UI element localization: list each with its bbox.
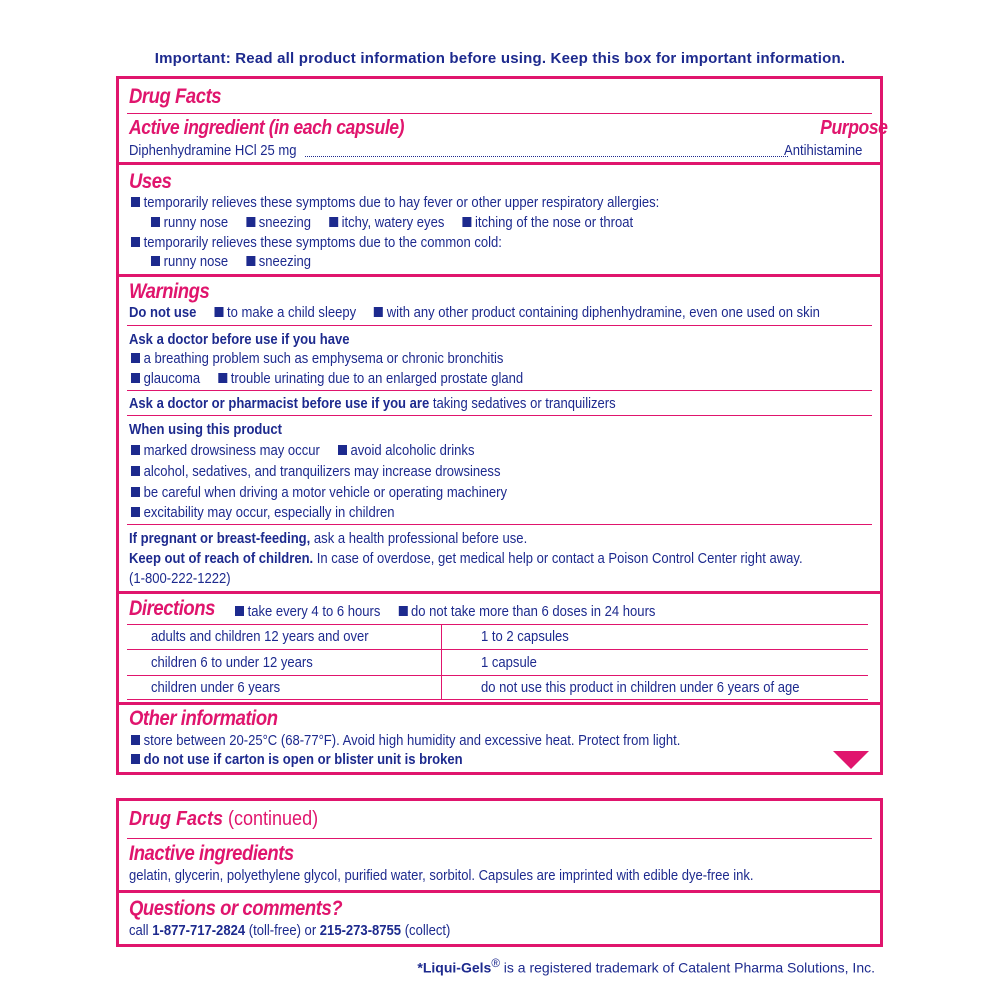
table-row: adults and children 12 years and over <box>151 629 369 645</box>
inactive-ingredients-text: gelatin, glycerin, polyethylene glycol, purified water, sorbitol. Capsules are imprinted with edible dye-free ink. <box>129 868 754 884</box>
directions-heading: Directions <box>129 597 215 620</box>
when-using-line-4: excitability may occur, especially in children <box>131 504 395 522</box>
uses-line-3: temporarily relieves these symptoms due to the common cold: <box>131 234 502 252</box>
other-info-line-1: store between 20-25°C (68-77°F). Avoid high humidity and excessive heat. Protect from light. <box>131 732 680 750</box>
drug-facts-title: Drug Facts <box>129 85 222 108</box>
table-row: do not use this product in children under 6 years of age <box>481 680 800 696</box>
directions-line: take every 4 to 6 hours do not take more than 6 doses in 24 hours <box>235 603 655 621</box>
ask-pharmacist-line: Ask a doctor or pharmacist before use if you are taking sedatives or tranquilizers <box>129 396 616 412</box>
purpose-heading: Purpose <box>820 117 888 139</box>
uses-line-4: runny nose sneezing <box>151 253 311 271</box>
drug-facts-panel <box>116 76 888 775</box>
other-information-heading: Other information <box>129 707 278 730</box>
continued-title: Drug Facts (continued) <box>129 808 319 830</box>
table-row: 1 to 2 capsules <box>481 629 569 645</box>
warnings-heading: Warnings <box>129 280 210 303</box>
continue-arrow-icon <box>833 751 869 769</box>
do-not-use-line: Do not use to make a child sleepy with any other product containing diphenhydramine, even one used on skin <box>129 305 820 321</box>
important-notice: Important: Read all product information before using. Keep this box for important information. <box>154 50 846 67</box>
questions-heading: Questions or comments? <box>129 897 343 920</box>
when-using-line-1: marked drowsiness may occur avoid alcoholic drinks <box>131 442 474 460</box>
when-using-line-3: be careful when driving a motor vehicle or operating machinery <box>131 484 507 502</box>
ask-doctor-line-1: a breathing problem such as emphysema or chronic bronchitis <box>131 350 503 368</box>
active-ingredient-heading: Active ingredient (in each capsule) <box>129 117 405 139</box>
when-using-line-2: alcohol, sedatives, and tranquilizers may increase drowsiness <box>131 463 500 481</box>
table-row: 1 capsule <box>481 655 537 671</box>
ingredient-name: Diphenhydramine HCl 25 mg <box>129 143 297 159</box>
leader-dots <box>305 143 788 157</box>
pregnant-line: If pregnant or breast-feeding, ask a health professional before use. <box>129 531 528 547</box>
table-row: children 6 to under 12 years <box>151 655 313 671</box>
uses-line-2: runny nose sneezing itchy, watery eyes itching of the nose or throat <box>151 214 633 232</box>
uses-line-1: temporarily relieves these symptoms due to hay fever or other upper respiratory allergies: <box>131 194 659 212</box>
questions-line: call 1-877-717-2824 (toll-free) or 215-273-8755 (collect) <box>129 923 451 939</box>
when-using-heading: When using this product <box>129 422 282 438</box>
ask-doctor-heading: Ask a doctor before use if you have <box>129 332 350 348</box>
other-info-line-2: do not use if carton is open or blister unit is broken <box>131 751 463 769</box>
uses-heading: Uses <box>129 170 172 193</box>
inactive-ingredients-heading: Inactive ingredients <box>129 842 294 865</box>
trademark-footer: *Liqui-Gels® is a registered trademark of Catalent Pharma Solutions, Inc. <box>417 957 875 976</box>
ask-doctor-line-2: glaucoma trouble urinating due to an enlarged prostate gland <box>131 370 523 388</box>
table-row: children under 6 years <box>151 680 281 696</box>
ingredient-purpose: Antihistamine <box>784 143 863 159</box>
drug-facts-continued-panel <box>116 798 883 947</box>
poison-control-phone: (1-800-222-1222) <box>129 571 231 587</box>
keep-out-line: Keep out of reach of children. In case of overdose, get medical help or contact a Poison Control Center right away. <box>129 551 803 567</box>
